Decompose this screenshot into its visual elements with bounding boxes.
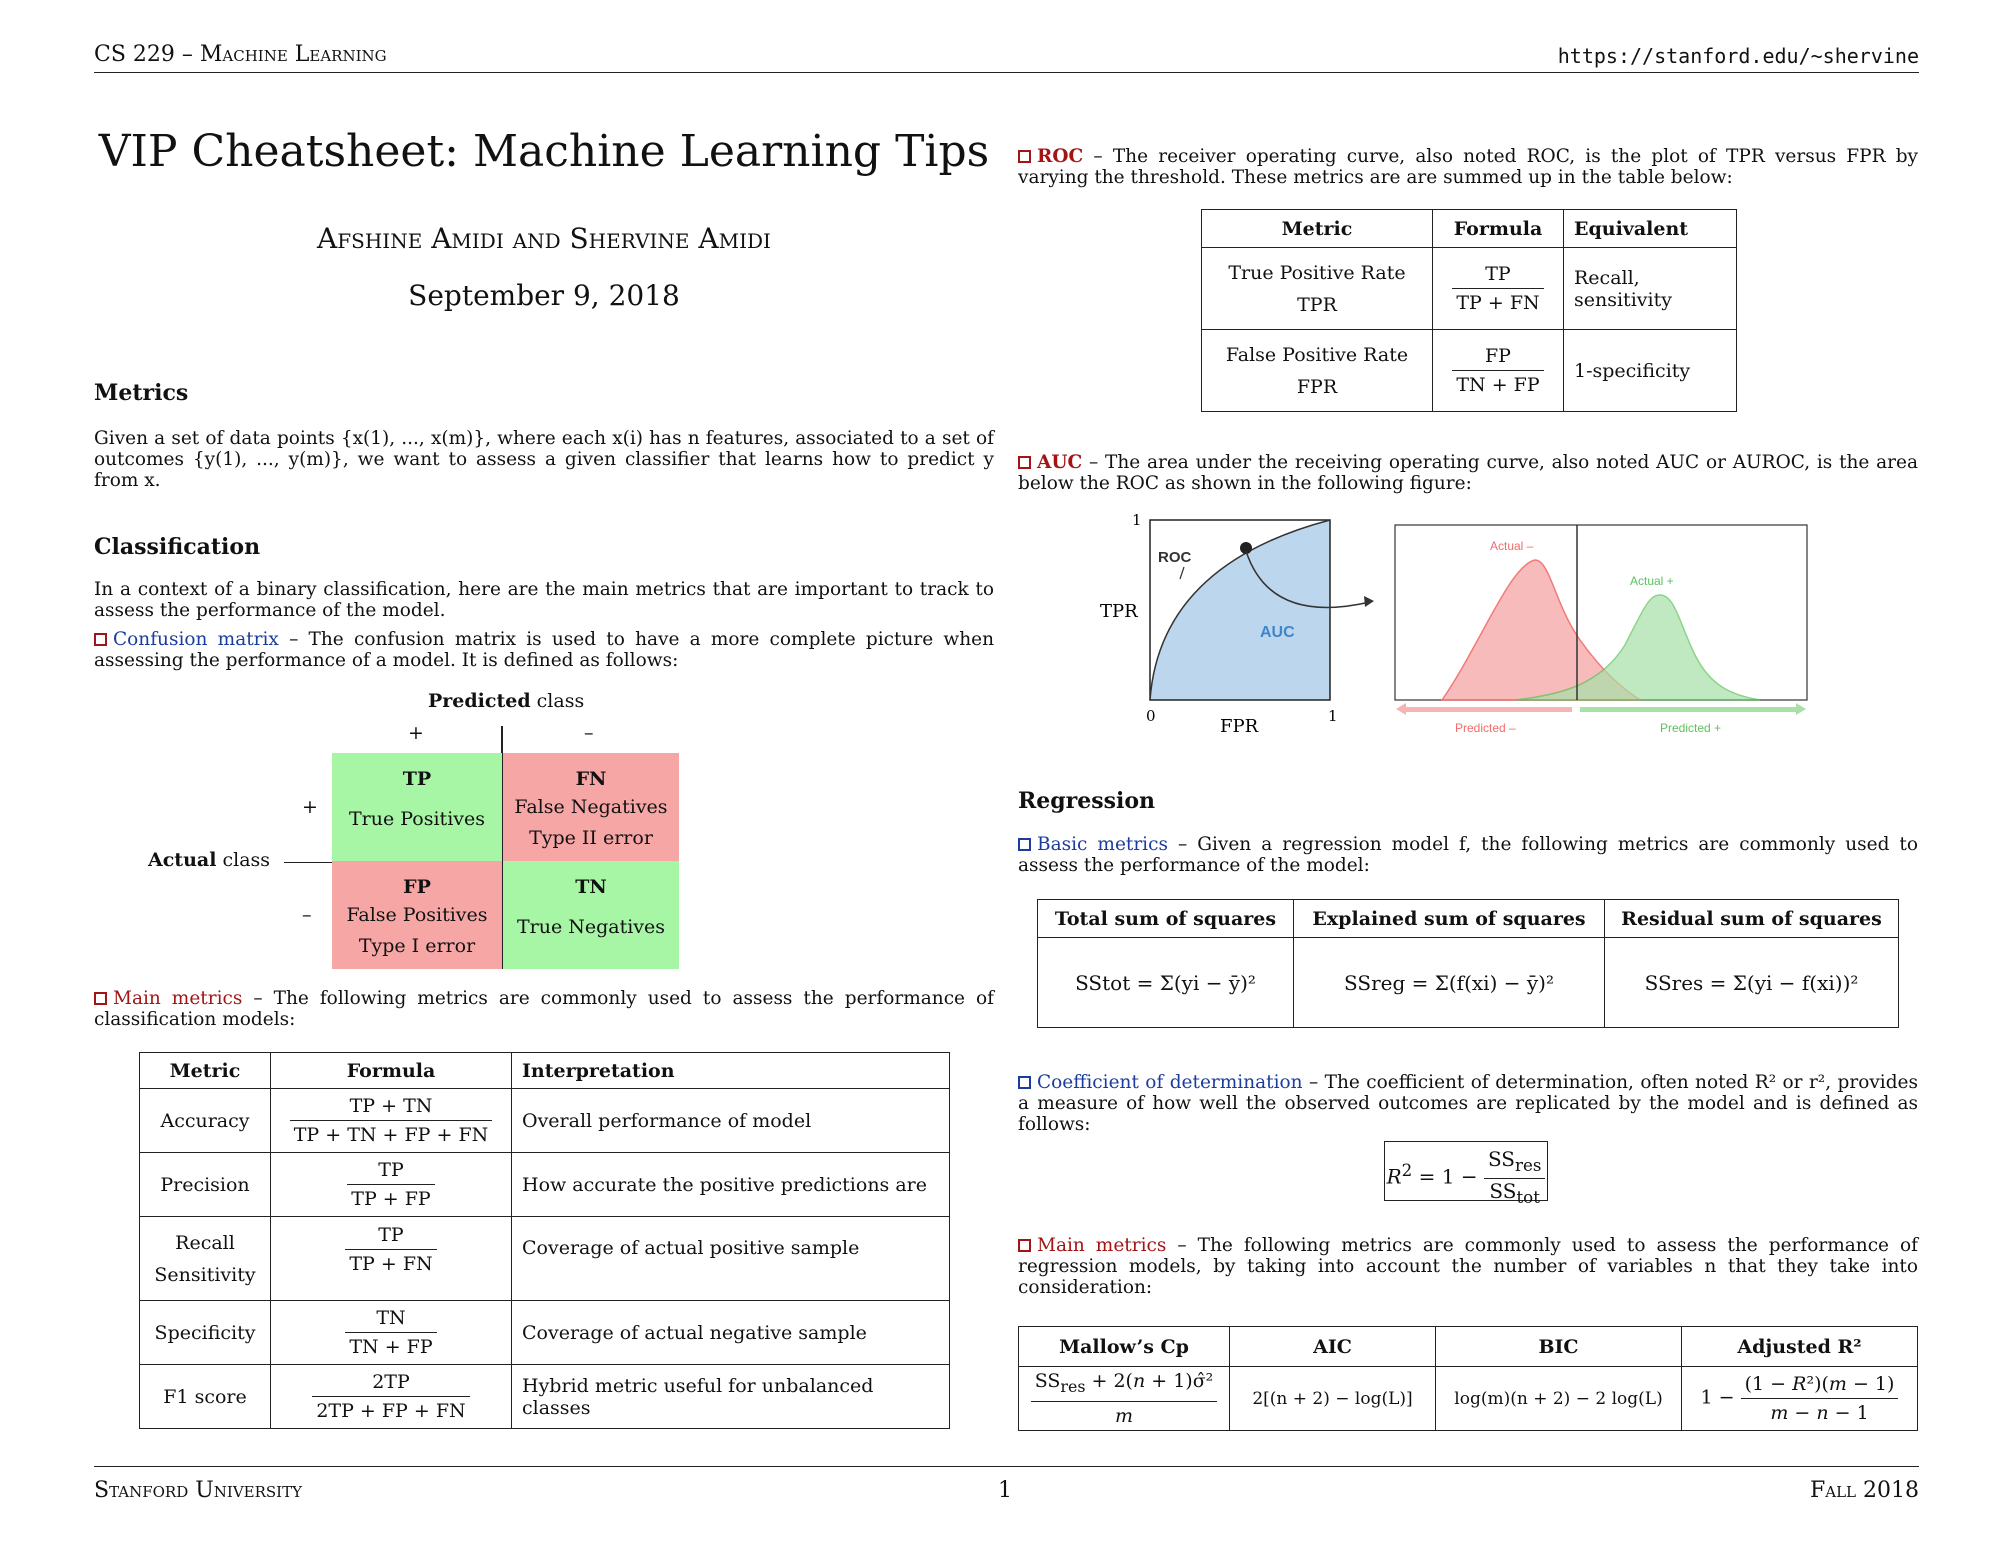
classification-metrics-table: [139, 1052, 950, 1429]
ss-residual-formula: SSres = Σ(yi − f(xi))²: [1605, 938, 1899, 1028]
roc-pointer: [1180, 567, 1184, 579]
col-minus: –: [584, 722, 594, 744]
metric-name: Precision: [140, 1153, 271, 1217]
formula-num: 2TP: [312, 1368, 469, 1397]
predicted-bold: Predicted: [428, 690, 531, 712]
metric-abbr: FPR: [1296, 375, 1338, 398]
reg-main-metrics-paragraph: [1018, 1235, 1918, 1298]
metric-interp: Coverage of actual positive sample: [512, 1217, 950, 1301]
formula-den: TN + FP: [1456, 374, 1540, 396]
actual-bold: Actual: [148, 849, 217, 871]
table-row: [140, 1365, 950, 1429]
row-minus: –: [302, 904, 312, 926]
col-header-mallow: Mallow’s Cp: [1019, 1327, 1230, 1367]
metrics-paragraph: Given a set of data points {x(1), ..., x(m)}, where each x(i) has n features, associated to a set of outcomes {y(1), ..., y(m)}, we want to assess a given classifier that learns how to predict y from x.: [94, 428, 994, 491]
metrics-heading: Metrics: [94, 380, 189, 406]
formula-num: TP + TN: [290, 1092, 493, 1121]
fn-abbr: FN: [575, 768, 607, 790]
tp-cell: [332, 753, 502, 861]
confusion-matrix-title: Confusion matrix: [113, 629, 279, 650]
cod-text: – The coefficient of determination, often noted R² or r², provides a measure of how well the observed outcomes are replicated by the model and is defined as follows:: [1018, 1072, 1918, 1135]
basic-metrics-title: Basic metrics: [1037, 834, 1168, 855]
cod-title: Coefficient of determination: [1037, 1072, 1303, 1093]
r2-formula-box: $R^2 = 1$ − $\frac{SS_{res}}{SS_{tot}}$: [1384, 1141, 1548, 1201]
col-header-equivalent: Equivalent: [1564, 210, 1737, 248]
classification-heading: Classification: [94, 534, 261, 560]
col-header-metric: Metric: [1202, 210, 1433, 248]
table-row: [1202, 248, 1737, 330]
fp-error: Type I error: [358, 935, 476, 957]
metric-name: [1202, 330, 1433, 412]
predicted-class-label: [428, 690, 584, 712]
roc-text: – The receiver operating curve, also noted ROC, is the plot of TPR versus FPR by varying the threshold. These metrics are are summed up in the table below:: [1018, 146, 1918, 188]
pred-plus-arrow: [1796, 703, 1806, 715]
formula-num: TP: [345, 1221, 436, 1250]
tn-label: True Negatives: [516, 916, 666, 938]
col-header-bic: BIC: [1436, 1327, 1682, 1367]
main-metrics-text: – The following metrics are commonly used to assess the performance of classification models:: [94, 988, 994, 1030]
col-header-formula: Formula: [271, 1053, 512, 1089]
tp-label: True Positives: [349, 808, 485, 830]
mallow-formula: $\frac{SS_{res} + 2(n + 1)\sigmâ^2}{m}$: [1019, 1367, 1230, 1431]
roc-title: ROC: [1037, 146, 1084, 167]
metric-interp: Coverage of actual negative sample: [512, 1301, 950, 1365]
metric-formula: [271, 1089, 512, 1153]
basic-metrics-text: – Given a regression model f, the following metrics are commonly used to assess the performance of the model:: [1018, 834, 1918, 876]
main-metrics-paragraph: [94, 988, 994, 1030]
ss-total-formula: SStot = Σ(yi − ȳ)²: [1038, 938, 1294, 1028]
table-row: [1038, 938, 1899, 1028]
metric-equivalent: Recall, sensitivity: [1564, 248, 1737, 330]
formula-den: TP + TN + FP + FN: [293, 1124, 489, 1146]
confusion-matrix-text: – The confusion matrix is used to have a more complete picture when assessing the performance of a model. It is defined as follows:: [94, 629, 994, 671]
metric-name-line2: Sensitivity: [154, 1263, 256, 1286]
metric-interp: Overall performance of model: [512, 1089, 950, 1153]
auc-text: – The area under the receiving operating curve, also noted AUC or AUROC, is the area below the ROC as shown in the following figure:: [1018, 452, 1918, 494]
auc-title: AUC: [1037, 452, 1083, 473]
arrow-head: [1364, 596, 1374, 607]
fn-error: Type II error: [529, 827, 653, 849]
ss-explained-formula: SSreg = Σ(f(xi) − ȳ)²: [1294, 938, 1605, 1028]
col-header-total: Total sum of squares: [1038, 900, 1294, 938]
predicted-rest: class: [530, 690, 585, 712]
actual-minus-label: Actual –: [1490, 539, 1534, 553]
formula-den: TP + FN: [349, 1253, 433, 1275]
auc-area: [1150, 520, 1330, 700]
roc-paragraph: [1018, 146, 1918, 188]
formula-den: TP + FP: [351, 1188, 431, 1210]
date: September 9, 2018: [408, 279, 680, 312]
metric-name-line1: False Positive Rate: [1225, 343, 1409, 366]
header-rule: [94, 72, 1919, 73]
fpr-label: FPR: [1220, 716, 1259, 737]
footer-right: Fall 2018: [1809, 1478, 1919, 1503]
metric-formula: [271, 1153, 512, 1217]
metric-name-line1: True Positive Rate: [1228, 261, 1406, 284]
actual-line: [284, 862, 332, 863]
authors: [94, 222, 994, 255]
checkbox-icon: [1018, 1239, 1031, 1252]
formula-num: TN: [345, 1304, 436, 1333]
tpr-label: TPR: [1100, 601, 1138, 622]
fp-cell: [332, 861, 502, 969]
table-row: [140, 1301, 950, 1365]
col-header-adjusted-r2: Adjusted R²: [1682, 1327, 1918, 1367]
header-right[interactable]: https://stanford.edu/~shervine: [1557, 44, 1919, 68]
basic-metrics-paragraph: [1018, 834, 1918, 876]
authors-text: Afshine Amidi and Shervine Amidi: [317, 222, 771, 255]
row-plus: +: [302, 796, 318, 818]
pred-minus-bar: [1402, 707, 1572, 712]
checkbox-icon: [1018, 150, 1031, 163]
page-title: VIP Cheatsheet: Machine Learning Tips: [98, 126, 990, 177]
page-number: 1: [998, 1478, 1012, 1503]
metric-name: Accuracy: [140, 1089, 271, 1153]
metric-interp: How accurate the positive predictions are: [512, 1153, 950, 1217]
roc-label: ROC: [1158, 549, 1192, 566]
metric-formula: [1433, 330, 1564, 412]
actual-plus-label: Actual +: [1630, 574, 1674, 588]
actual-class-label: [148, 849, 270, 871]
formula-num: TP: [1452, 260, 1543, 289]
metric-name: [140, 1217, 271, 1301]
aic-formula: 2[(n + 2) − log(L)]: [1230, 1367, 1436, 1431]
metric-name: [1202, 248, 1433, 330]
metric-formula: [271, 1301, 512, 1365]
auc-figure: [1080, 505, 1840, 745]
main-metrics-title: Main metrics: [113, 988, 243, 1009]
metric-name: F1 score: [140, 1365, 271, 1429]
fn-cell: [502, 753, 679, 861]
metric-formula: [271, 1365, 512, 1429]
metric-name: Specificity: [140, 1301, 271, 1365]
formula-num: TP: [347, 1156, 434, 1185]
header-left: CS 229 – Machine Learning: [94, 42, 387, 67]
col-header-explained: Explained sum of squares: [1294, 900, 1605, 938]
metric-equivalent: 1-specificity: [1564, 330, 1737, 412]
pred-minus-label: Predicted –: [1455, 721, 1516, 735]
auc-paragraph: [1018, 452, 1918, 494]
col-header-formula: Formula: [1433, 210, 1564, 248]
pred-plus-bar: [1580, 707, 1798, 712]
checkbox-icon: [94, 992, 107, 1005]
one-x-label: 1: [1328, 707, 1338, 725]
tn-cell: [502, 861, 679, 969]
footer-rule: [94, 1466, 1919, 1467]
pred-plus-label: Predicted +: [1660, 721, 1722, 735]
one-y-label: 1: [1132, 511, 1142, 529]
fp-label: False Positives: [346, 904, 488, 926]
table-row: [1019, 1367, 1918, 1431]
metric-name-line1: Recall: [175, 1231, 235, 1254]
fp-abbr: FP: [403, 876, 431, 898]
table-row: [140, 1089, 950, 1153]
cod-paragraph: [1018, 1072, 1918, 1135]
tn-abbr: TN: [575, 876, 607, 898]
pred-minus-arrow: [1396, 703, 1406, 715]
metric-abbr: TPR: [1297, 293, 1337, 316]
classification-paragraph: In a context of a binary classification, here are the main metrics that are important to track to assess the performance of the model.: [94, 579, 994, 621]
col-header-metric: Metric: [140, 1053, 271, 1089]
bic-formula: log(m)(n + 2) − 2 log(L): [1436, 1367, 1682, 1431]
confusion-matrix-paragraph: [94, 629, 994, 671]
metric-formula: [1433, 248, 1564, 330]
regression-metrics-table: [1018, 1326, 1918, 1431]
actual-rest: class: [216, 849, 271, 871]
formula-den: 2TP + FP + FN: [316, 1400, 466, 1422]
checkbox-icon: [1018, 456, 1031, 469]
checkbox-icon: [94, 633, 107, 646]
sum-of-squares-table: [1037, 899, 1899, 1028]
fn-label: False Negatives: [514, 796, 668, 818]
formula-den: TN + FP: [349, 1336, 433, 1358]
zero-label: 0: [1146, 707, 1156, 725]
roc-table: [1201, 209, 1737, 412]
col-header-residual: Residual sum of squares: [1605, 900, 1899, 938]
metric-interp: Hybrid metric useful for unbalanced classes: [512, 1365, 950, 1429]
table-row: [140, 1217, 950, 1301]
checkbox-icon: [1018, 1076, 1031, 1089]
reg-main-metrics-text: – The following metrics are commonly used to assess the performance of regression models, by taking into account the number of variables n that they take into consideration:: [1018, 1235, 1918, 1298]
table-row: [140, 1153, 950, 1217]
col-plus: +: [408, 722, 424, 744]
adjusted-r2-formula: 1 − $\frac{\text{(1 − R²)(m − 1)}}{m - n - 1}$: [1682, 1367, 1918, 1431]
regression-heading: Regression: [1018, 788, 1156, 814]
checkbox-icon: [1018, 838, 1031, 851]
formula-num: FP: [1452, 342, 1543, 371]
table-row: [1202, 330, 1737, 412]
auc-label: AUC: [1260, 624, 1295, 641]
metric-formula: [271, 1217, 512, 1301]
footer-left: Stanford University: [94, 1478, 303, 1503]
reg-main-metrics-title: Main metrics: [1037, 1235, 1167, 1256]
tp-abbr: TP: [402, 768, 432, 790]
formula-den: TP + FN: [1456, 292, 1540, 314]
col-header-aic: AIC: [1230, 1327, 1436, 1367]
col-header-interpretation: Interpretation: [512, 1053, 950, 1089]
